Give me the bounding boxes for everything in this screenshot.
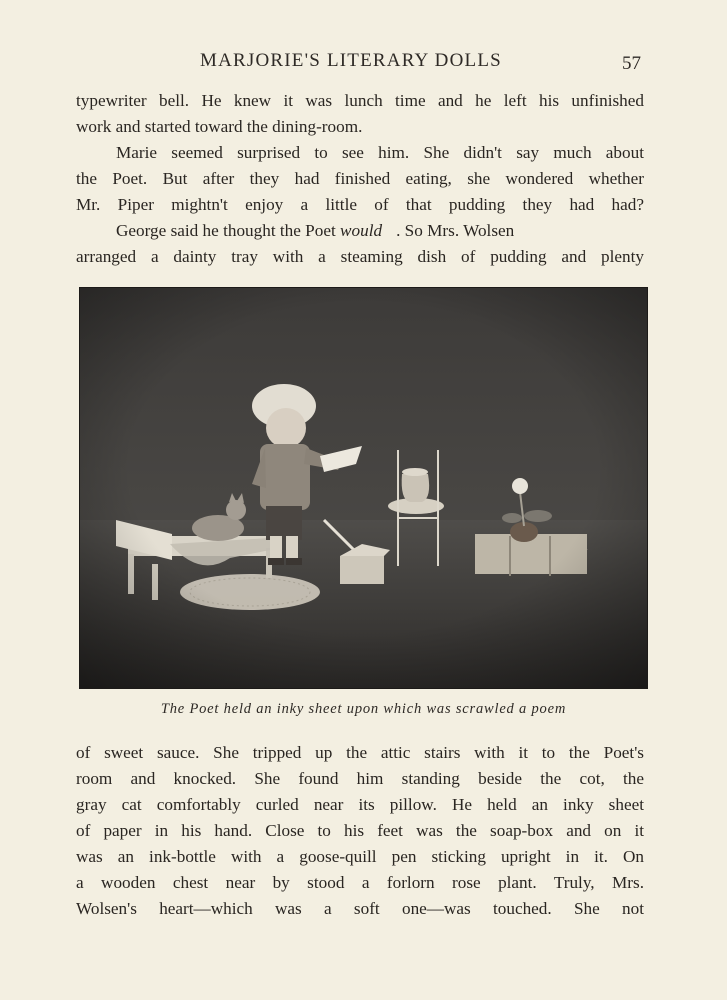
text-line: Mr. Piper mightn't enjoy a little of that pudding they had had? [76,195,644,214]
text-line: of paper in his hand. Close to his feet was the soap-box and on it [76,821,644,840]
body-text-bottom [76,740,644,922]
text-line: the Poet. But after they had finished eating, she wondered whether [76,169,644,188]
illustration-photo [79,287,648,689]
running-title: MARJORIE'S LITERARY DOLLS [200,50,502,71]
text-line: of sweet sauce. She tripped up the attic stairs with it to the Poet's [76,743,644,762]
text-line: gray cat comfortably curled near its pillow. He held an inky sheet [76,795,644,814]
text-line: arranged a dainty tray with a steaming dish of pudding and plenty [76,247,644,266]
text-line: typewriter bell. He knew it was lunch time and he left his unfinished [76,91,644,110]
text-line: Marie seemed surprised to see him. She didn't say much about [116,143,644,162]
text-line: was an ink-bottle with a goose-quill pen sticking upright in it. On [76,847,644,866]
doll-scene-image [80,288,647,688]
text-segment: George said he thought the Poet [116,221,341,240]
text-line: Wolsen's heart—which was a soft one—was touched. She not [76,899,644,918]
text-line: a wooden chest near by stood a forlorn rose plant. Truly, Mrs. [76,873,644,892]
text-line-with-emphasis [76,218,644,244]
emphasis-word: would [340,221,383,240]
body-text-top [76,88,644,270]
text-segment: . So Mrs. Wolsen [396,221,515,240]
text-line: work and started toward the dining-room. [76,117,363,136]
page-number: 57 [622,53,641,74]
running-head [0,50,727,78]
figure-caption: The Poet held an inky sheet upon which was scrawled a poem [160,701,567,717]
text-line: room and knocked. She found him standing beside the cot, the [76,769,644,788]
